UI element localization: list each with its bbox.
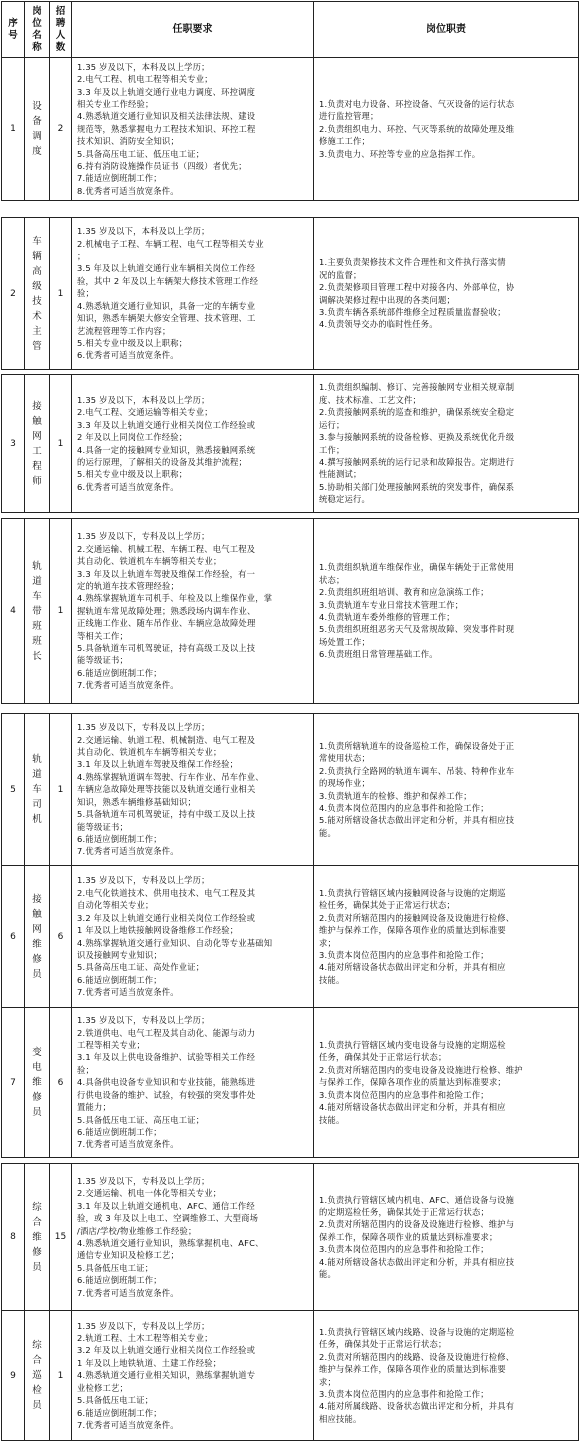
duty-line: 相应技能。 [319, 1413, 362, 1424]
requirement-line: 8.优秀者可适当放宽条件。 [77, 185, 179, 196]
duty-line: 任务，确保其处于正常运行状态； [319, 1052, 447, 1063]
requirement-line: 1.35 岁及以下，本科及以上学历； [77, 226, 210, 237]
position-name-text: 接触网工程师 [32, 400, 42, 487]
duty-line: 3.负责车辆各系统部件维修全过程质量监督验收； [319, 306, 506, 317]
row-number [2, 714, 25, 866]
requirement-line: 2.交通运输、轨道工程、机械制造、电气工程及 [77, 734, 256, 745]
duties-list [314, 379, 578, 507]
requirement-line: 握轨道车常见故障处理；熟悉段场内调车作业、 [77, 605, 256, 616]
requirement-line: 自动化等相关专业； [77, 900, 154, 911]
requirement-line: 正线施工作业、随车吊作业、车辆应急故障处理 [77, 618, 256, 629]
requirements-list [72, 1318, 313, 1434]
duty-line: 6.负责班组日常管理基础工作。 [319, 649, 438, 660]
duty-line: 1.负责执行管辖区域内变电设备与设施的定期巡检 [319, 1040, 506, 1051]
requirement-line: 工程等相关专业； [77, 1040, 145, 1051]
duty-line: 状态； [319, 574, 345, 585]
duty-line: 4.撰写接触网系统的运行记录和故障报告。定期进行 [319, 456, 515, 467]
duty-line: 5.协助相关部门处理接触网系统的突发事件，确保系 [319, 481, 515, 492]
row-number [2, 866, 25, 1008]
requirement-line: 1.35 岁及以下，专科及以上学历； [77, 1175, 210, 1186]
duty-line: 调解决架修过程中出现的各类问题； [319, 294, 455, 305]
requirement-line: 4.熟练掌握轨道调车驾驶、行车作业、吊车作业、 [77, 771, 264, 782]
requirement-line: 7.优秀者可适当放宽条件。 [77, 987, 179, 998]
requirement-line: 6.持有消防设施操作员证书（四级）者优先； [77, 161, 247, 172]
duty-line: 4.能对所属线路、设备状态做出评定和分析，并具有 [319, 1401, 515, 1412]
requirement-line: 6.能适应倒班制工作； [77, 1126, 162, 1137]
requirement-line: 4.熟悉轨道交通行业知识，熟练掌握机电、AFC、 [77, 1238, 264, 1248]
requirement-line: 定的轨道车技术管理经验； [77, 580, 179, 591]
position-name [25, 375, 50, 513]
hiring-count-text: 1 [57, 606, 64, 616]
duty-line: 4.负责轨道车委外维修的管理工作； [319, 612, 455, 622]
duty-line: 2.负责接触网系统的巡查和维护，确保系统安全稳定 [319, 407, 515, 418]
duty-line: 度、技术标准、工艺文件； [319, 394, 421, 405]
requirement-line: 3.1 年及以上供电设备维护、试验等相关工作经 [77, 1052, 256, 1063]
duty-line: 3.负责轨道车的检修、维护和保养工作； [319, 790, 472, 801]
requirement-line: 2.电气工程、机电工程等相关专业； [77, 74, 213, 85]
duties-list [314, 559, 578, 662]
header-duties [314, 2, 579, 58]
requirement-line: 其自动化、铁道机车车辆等相关专业； [77, 747, 222, 758]
duty-line: 1.负责执行管辖区域内机电、AFC、通信设备与设施 [319, 1194, 515, 1205]
duty-line: 2.负责对所辖范围内的变电设备及设施进行检修、维护 [319, 1064, 523, 1075]
requirement-line: 2 年及以上同岗位工作经验； [77, 432, 188, 443]
requirement-line: 能等级证书； [77, 821, 128, 832]
requirement-line: 车辆应急故障处理等技能以及轨道交通行业相关 [77, 784, 256, 795]
table-block [1, 1163, 579, 1441]
requirements-list [72, 872, 313, 1000]
table-block [1, 713, 579, 1158]
row-number [2, 1008, 25, 1158]
position-name [25, 58, 50, 201]
requirement-line: 7.优秀者可适当放宽条件。 [77, 1287, 179, 1298]
duty-line: 统稳定运行。 [319, 494, 370, 505]
hiring-count [50, 1164, 72, 1311]
requirement-line: 3.2 年及以上轨道交通行业相关岗位工作经验或 [77, 1345, 256, 1356]
requirement-line: 2.交通运输、机械工程、车辆工程、电气工程及 [77, 543, 256, 554]
requirement-line: 3.1 年及以上轨道交通机电、AFC、通信工作经 [77, 1200, 255, 1211]
table-row [2, 1008, 579, 1158]
header-requirements [72, 2, 314, 58]
requirements-list [72, 719, 313, 859]
position-name-text: 变电维修员 [32, 1047, 42, 1118]
duties-list [314, 738, 578, 841]
requirements-cell [72, 375, 314, 513]
duties-cell [314, 1311, 579, 1441]
requirement-line: 5.具备低压电工证、高压电工证； [77, 1114, 205, 1125]
position-name [25, 714, 50, 866]
duties-cell [314, 519, 579, 704]
row-number [2, 1311, 25, 1441]
hiring-count-text: 1 [57, 438, 64, 449]
requirements-cell [72, 714, 314, 866]
requirements-cell [72, 1164, 314, 1311]
requirement-line: 1.35 岁及以下，专科及以上学历； [77, 1320, 210, 1331]
position-name-text: 设备调度 [32, 101, 42, 157]
duty-line: 4.能对所辖设备状态做出评定和分析，并具有相应 [319, 1102, 506, 1113]
requirement-line: 艺流程管理等工作内容； [77, 325, 171, 336]
requirement-line: 知识，熟悉车辆架大修安全管理、技术管理、工 [77, 313, 256, 324]
requirement-line: 1 年及以上地铁轨道、土建工作经验； [77, 1357, 222, 1368]
duty-line: 2.负责对所辖范围内的线路、设备及设施进行检修、 [319, 1351, 515, 1362]
duties-cell [314, 58, 579, 201]
requirement-line: 5.具备高压电工证、低压电工证； [77, 148, 205, 159]
requirement-line: 5.具备低压电工证； [77, 1395, 154, 1406]
requirements-list [72, 392, 313, 495]
requirement-line: 1.35 岁及以下，专科及以上学历； [77, 722, 210, 733]
requirement-line: 行供电设备的维护、试验，有较强的突发事件处 [77, 1089, 256, 1100]
duty-line: 4.能对所辖设备状态做出评定和分析，并具有相应 [319, 962, 506, 973]
requirement-line: 6.能适应倒班制工作； [77, 974, 162, 985]
requirement-line: 2.电气工程、交通运输等相关专业； [77, 407, 213, 418]
table-block [1, 374, 579, 513]
requirement-line: 7.优秀者可适当放宽条件。 [77, 1419, 179, 1430]
requirement-line: 验； [77, 288, 94, 299]
hiring-count-text: 15 [54, 1232, 67, 1242]
duty-line: 4.负责领导交办的临时性任务。 [319, 319, 438, 330]
requirement-line: 1.35 岁及以下，专科及以上学历； [77, 1015, 210, 1026]
duty-line: 1.负责组织编制、修订、完善接触网专业相关规章制 [319, 382, 515, 393]
requirement-line: 2.机械电子工程、车辆工程、电气工程等相关专业 [77, 238, 264, 249]
duty-line: 工作； [319, 444, 345, 455]
requirement-line: 1.35 岁及以下，专科及以上学历； [77, 531, 210, 542]
duty-line: 的现场作业； [319, 778, 370, 789]
requirements-cell [72, 1311, 314, 1441]
duty-line: 修施工工作； [319, 136, 370, 147]
requirements-list [72, 59, 313, 199]
table-block [1, 518, 579, 704]
row-number [2, 58, 25, 201]
requirement-line: 4.熟练掌握轨道交通行业知识、自动化等专业基础知 [77, 937, 273, 948]
requirement-line: 1.35 岁及以下，本科及以上学历； [77, 61, 210, 72]
header-requirements-label: 任职要求 [172, 23, 213, 35]
duty-line: 3.负责本岗位范围内的应急事件和抢险工作； [319, 1244, 489, 1255]
duty-line: 求； [319, 937, 336, 948]
hiring-count-text: 1 [57, 784, 64, 795]
duty-line: 检任务，确保其处于正常运行状态； [319, 900, 455, 911]
row-number [2, 519, 25, 704]
duty-line: 3.负责本岗位范围内的应急事件和抢险工作； [319, 949, 489, 960]
requirement-line: 7.优秀者可适当放宽条件。 [77, 846, 179, 857]
requirement-line: 能等级证书； [77, 655, 128, 666]
hiring-count [50, 58, 72, 201]
duty-line: 5.负责组织班组恶劣天气及常规故障、突发事件时现 [319, 624, 515, 635]
duty-line: 任务，确保其处于正常运行状态； [319, 1339, 447, 1350]
requirement-line: 6.优秀者可适当放宽条件。 [77, 350, 179, 361]
duty-line: 能。 [319, 827, 336, 838]
table-row [2, 1311, 579, 1441]
hiring-count [50, 519, 72, 704]
position-name-text: 车辆高级技术主管 [32, 235, 42, 352]
requirement-line: 4.熟悉轨道交通行业相关知识，熟练掌握轨道专 [77, 1370, 256, 1381]
duties-cell [314, 1008, 579, 1158]
requirement-line: 3.5 年及以上轨道交通行业车辆相关岗位工作经 [77, 263, 256, 274]
row-number-text: 3 [10, 438, 16, 449]
requirement-line: 6.能适应倒班制工作； [77, 1407, 162, 1418]
requirement-line: 相关专业工作经验； [77, 98, 154, 109]
requirements-cell [72, 866, 314, 1008]
requirement-line: 其自动化、铁道机车车辆等相关专业； [77, 556, 222, 567]
duty-line: 2.负责对所辖范围内的设备及设施进行检修、维护与 [319, 1219, 515, 1230]
duty-line: 1.负责所辖轨道车的设备巡检工作，确保设备处于正 [319, 740, 515, 751]
duty-line: 2.负责对所辖范围内的接触网设备及设施进行检修、 [319, 912, 515, 923]
requirement-line: 5.相关专业中级及以上职称； [77, 337, 188, 348]
duties-cell [314, 218, 579, 370]
duty-line: 2.负责架修项目管理工程中对接各内、外部单位，协 [319, 282, 515, 293]
position-name-text: 轨道车带班班长 [32, 560, 42, 662]
table-row [2, 1164, 579, 1311]
requirement-line: 3.3 年及以上轨道交通行业相关岗位工作经验或 [77, 419, 256, 430]
table-row [2, 519, 579, 704]
requirement-line: 2.电气化铁道技术、供用电技术、电气工程及其 [77, 887, 256, 898]
table-row [2, 58, 579, 201]
duty-line: 3.负责电力、环控等专业的应急指挥工作。 [319, 148, 481, 159]
hiring-count-text: 6 [57, 1077, 64, 1088]
hiring-count-text: 1 [57, 288, 64, 299]
header-count [50, 2, 72, 58]
requirement-line: 5.具备高压电工证、高处作业证； [77, 962, 205, 973]
requirement-line: 4.具备供电设备专业知识和专业技能，能熟练进 [77, 1077, 256, 1088]
requirement-line: 2.交通运输、机电一体化等相关专业； [77, 1188, 222, 1199]
requirements-list [72, 223, 313, 363]
requirements-cell [72, 218, 314, 370]
duties-list [314, 885, 578, 988]
requirement-line: 识及接触网专业知识； [77, 949, 162, 960]
table-block [1, 217, 579, 370]
duty-line: 2.负责组织电力、环控、气灭等系统的故障处理及维 [319, 123, 515, 134]
duties-cell [314, 866, 579, 1008]
position-name [25, 1164, 50, 1311]
table-header-row [2, 2, 579, 58]
row-number-text: 2 [10, 288, 16, 299]
requirement-line: 置能力； [77, 1102, 111, 1113]
position-name-text: 轨道车司机 [32, 754, 42, 825]
duty-line: 3.负责本岗位范围内的应急事件和抢险工作； [319, 1089, 489, 1100]
requirement-line: 7.优秀者可适当放宽条件。 [77, 1139, 179, 1150]
requirement-line: 2.铁道供电、电气工程及其自动化、能源与动力 [77, 1027, 256, 1038]
duty-line: 3.负责本岗位范围内的应急事件和抢险工作； [319, 1388, 489, 1399]
hiring-count [50, 1311, 72, 1441]
duty-line: 运行； [319, 419, 345, 430]
row-number-text: 8 [10, 1232, 16, 1242]
row-number [2, 375, 25, 513]
duty-line: 4.负责本岗位范围内的应急事件和抢险工作； [319, 802, 489, 813]
row-number-text: 7 [10, 1077, 16, 1088]
position-name-text: 综合巡检员 [32, 1340, 42, 1411]
duties-list [314, 254, 578, 332]
requirement-line: 1.35 岁及以下，专科及以上学历； [77, 875, 210, 886]
requirements-list [72, 528, 313, 693]
duty-line: 3.负责轨道车专业日常技术管理工作； [319, 599, 464, 610]
duty-line: 1.负责执行管辖区域内线路、设备与设施的定期巡检 [319, 1326, 515, 1337]
table-row [2, 714, 579, 866]
duty-line: 保养工作，保障各项作业的质量达到标准要求； [319, 1231, 498, 1242]
duty-line: 2.负责组织班组培训、教育和应急演练工作； [319, 587, 489, 598]
table-row [2, 866, 579, 1008]
hiring-count-text: 6 [57, 931, 64, 942]
requirement-line: ； [77, 251, 86, 262]
position-name [25, 218, 50, 370]
duty-line: 3.参与接触网系统的设备检修、更换及系统优化升级 [319, 432, 515, 443]
requirement-line: 验，其中 2 年及以上车辆架大修技术管理工作经 [77, 275, 259, 286]
header-count-label: 招聘人数 [55, 5, 66, 53]
requirement-line: 1.35 岁及以下，本科及以上学历； [77, 394, 210, 405]
duties-cell [314, 375, 579, 513]
duty-line: 性能测试； [319, 469, 362, 480]
requirement-line: 3.2 年及以上轨道交通行业相关岗位工作经验或 [77, 912, 256, 923]
hiring-count-text: 1 [57, 1370, 64, 1381]
requirement-line: 6.能适应倒班制工作； [77, 667, 162, 678]
requirement-line: 的运行原理，了解相关的设备及其维护流程； [77, 456, 247, 467]
requirement-line: 3.3 年及以上轨道车驾驶及维保工作经验，有一 [77, 568, 256, 579]
requirement-line: 4.熟悉轨道交通行业知识及相关法律法规、建设 [77, 111, 256, 122]
requirement-line: 知识，熟悉车辆维修基础知识； [77, 796, 196, 807]
requirement-line: 3.1 年及以上轨道车驾驶及维保工作经验； [77, 759, 239, 770]
table-row [2, 375, 579, 513]
duty-line: 技能。 [319, 1114, 345, 1125]
requirement-line: 3.3 年及以上轨道交通行业电力调度、环控调度 [77, 86, 256, 97]
duty-line: 4.能对所辖设备状态做出评定和分析，并具有相应技 [319, 1256, 515, 1267]
position-name [25, 519, 50, 704]
row-number-text: 6 [10, 931, 16, 942]
row-number-text: 1 [10, 124, 16, 134]
row-number-text: 5 [10, 784, 16, 795]
requirement-line: 6.能适应倒班制工作； [77, 833, 162, 844]
requirements-cell [72, 1008, 314, 1158]
row-number [2, 218, 25, 370]
requirement-line: 规范等，熟悉掌握电力工程技术知识、环控工程 [77, 123, 256, 134]
duty-line: 的定期巡检任务，确保其处于正常运行状态； [319, 1206, 489, 1217]
duty-line: 常使用状态； [319, 753, 370, 764]
requirement-line: 等相关工作； [77, 630, 128, 641]
requirement-line: 6.能适应倒班制工作； [77, 1275, 162, 1286]
requirement-line: 1 年及以上地铁接触网设备维修工作经验； [77, 925, 239, 936]
requirement-line: /酒店/学校/物业维修工作经验； [77, 1225, 197, 1236]
row-number [2, 1164, 25, 1311]
row-number-text: 9 [10, 1370, 16, 1381]
requirement-line: 通信专业知识及检修工艺； [77, 1250, 179, 1261]
duty-line: 况的监督； [319, 269, 362, 280]
hiring-count [50, 1008, 72, 1158]
requirement-line: 业检修工艺； [77, 1382, 128, 1393]
requirements-list [72, 1012, 313, 1152]
hiring-count-text: 2 [57, 124, 64, 134]
duties-list [314, 1037, 578, 1128]
requirement-line: 5.相关专业中级及以上职称； [77, 469, 188, 480]
duty-line: 场处置工作； [319, 636, 370, 647]
duty-line: 2.负责执行全路网的轨道车调车、吊装、特种作业车 [319, 765, 515, 776]
position-name-text: 接触网维修员 [32, 893, 42, 980]
header-name [25, 2, 50, 58]
hiring-count [50, 866, 72, 1008]
requirement-line: 7.能适应倒班制工作； [77, 173, 162, 184]
duty-line: 5.能对所辖设备状态做出评定和分析，并具有相应技 [319, 815, 515, 826]
duty-line: 技能。 [319, 974, 345, 985]
position-name [25, 1311, 50, 1441]
requirement-line: 5.具备轨道车司机驾驶证，持有高级工及以上技 [77, 643, 256, 654]
requirement-line: 5.具备低压电工证； [77, 1262, 154, 1273]
hiring-count [50, 375, 72, 513]
duties-list [314, 1192, 578, 1283]
position-name [25, 866, 50, 1008]
table-block [1, 1, 579, 201]
position-name [25, 1008, 50, 1158]
duty-line: 能。 [319, 1269, 336, 1280]
duties-list [314, 1324, 578, 1427]
header-no-label: 序号 [8, 17, 18, 41]
table-row [2, 218, 579, 370]
duty-line: 进行监控管理； [319, 111, 379, 122]
requirement-line: 7.优秀者可适当放宽条件。 [77, 680, 179, 691]
position-name-text: 综合维修员 [32, 1201, 42, 1273]
duty-line: 维护与保养工作，保障各项作业的质量达到标准要 [319, 1364, 506, 1375]
hiring-count [50, 714, 72, 866]
requirement-line: 验； [77, 1064, 94, 1075]
header-duties-label: 岗位职责 [426, 23, 466, 35]
requirement-line: 4.具备一定的接触网专业知识，熟悉接触网系统 [77, 444, 256, 455]
duty-line: 求； [319, 1376, 336, 1387]
header-name-label: 岗位名称 [32, 5, 42, 53]
requirement-line: 5.具备轨道车司机驾驶证，持有中级工及以上技 [77, 809, 256, 820]
requirement-line: 4.熟悉轨道交通行业知识，具备一定的车辆专业 [77, 300, 256, 311]
requirement-line: 技术知识、消防安全知识； [77, 136, 179, 147]
requirements-list [72, 1173, 313, 1301]
requirement-line: 2.轨道工程、土木工程等相关专业； [77, 1333, 213, 1344]
duty-line: 维护与保养工作，保障各项作业的质量达到标准要 [319, 925, 506, 936]
duty-line: 1.主要负责架修技术文件合理性和文件执行落实情 [319, 257, 506, 268]
duties-cell [314, 714, 579, 866]
duties-cell [314, 1164, 579, 1311]
duty-line: 1.负责组织轨道车维保作业，确保车辆处于正常使用 [319, 562, 515, 573]
duty-line: 1.负责执行管辖区域内接触网设备与设施的定期巡 [319, 887, 506, 898]
requirements-cell [72, 519, 314, 704]
requirement-line: 验，或 3 年及以上电工、空调维修工、大型商场 [77, 1213, 259, 1224]
duty-line: 与保养工作，保障各项作业的质量达到标准要求； [319, 1077, 506, 1088]
requirements-cell [72, 58, 314, 201]
header-no [2, 2, 25, 58]
duty-line: 1.负责对电力设备、环控设备、气灭设备的运行状态 [319, 98, 515, 109]
duties-list [314, 96, 578, 162]
requirement-line: 6.优秀者可适当放宽条件。 [77, 481, 179, 492]
hiring-count [50, 218, 72, 370]
requirement-line: 4.熟练掌握轨道车司机手、年检及以上维保作业，掌 [77, 593, 273, 604]
row-number-text: 4 [10, 606, 16, 616]
